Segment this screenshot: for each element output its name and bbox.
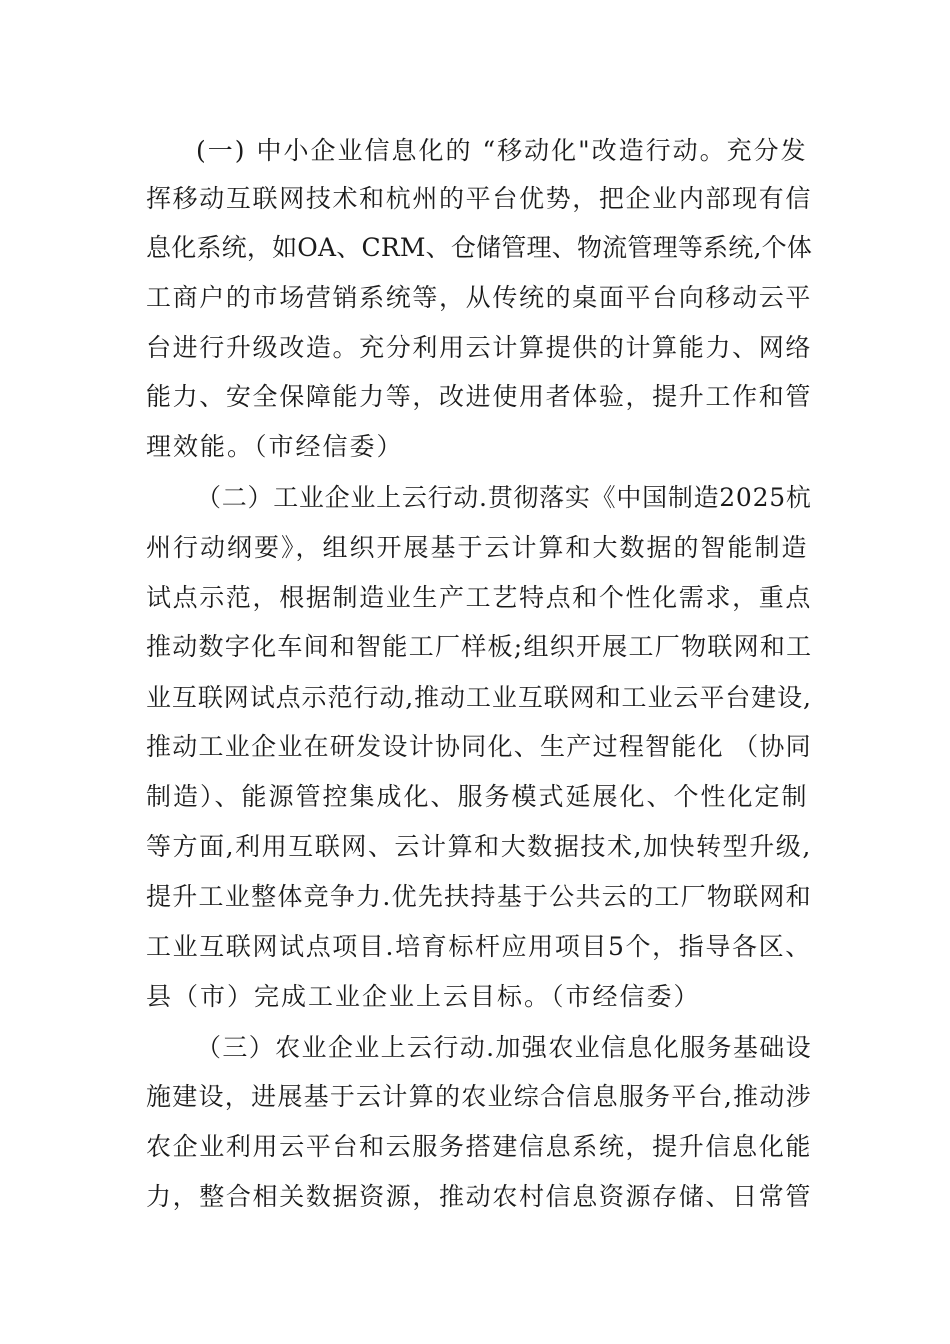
paragraph-1-line-4: 工商户的市场营销系统等，从传统的桌面平台向移动云平 (146, 283, 813, 312)
paragraph-2-line-2: 州行动纲要》，组织开展基于云计算和大数据的智能制造 (146, 533, 809, 562)
paragraph-1-line-3: 息化系统，如OA、CRM、仓储管理、物流管理等系统,个体 (146, 233, 813, 262)
paragraph-2-line-1: （二）工业企业上云行动.贯彻落实《中国制造2025杭 (196, 483, 812, 512)
paragraph-2-line-10: 工业互联网试点项目.培育标杆应用项目5个，指导各区、 (146, 932, 812, 961)
paragraph-2-line-5: 业互联网试点示范行动,推动工业互联网和工业云平台建设, (146, 683, 812, 712)
paragraph-1-line-5: 台进行升级改造。充分利用云计算提供的计算能力、网络 (146, 333, 813, 362)
paragraph-2-line-7: 制造）、能源管控集成化、服务模式延展化、个性化定制 (146, 782, 809, 811)
paragraph-3-line-2: 施建设，进展基于云计算的农业综合信息服务平台,推动涉 (146, 1082, 812, 1111)
paragraph-2-line-3: 试点示范，根据制造业生产工艺特点和个性化需求，重点 (146, 583, 813, 612)
paragraph-3-line-3: 农企业利用云平台和云服务搭建信息系统，提升信息化能 (146, 1132, 813, 1161)
paragraph-2-line-8: 等方面,利用互联网、云计算和大数据技术,加快转型升级, (146, 832, 812, 861)
paragraph-1-line-6: 能力、安全保障能力等，改进使用者体验，提升工作和管 (146, 382, 813, 411)
paragraph-1-line-1: (一) 中小企业信息化的 “移动化"改造行动。充分发 (196, 136, 808, 165)
paragraph-2-line-11: 县（市）完成工业企业上云目标。（市经信委） (146, 982, 701, 1011)
paragraph-2-line-9: 提升工业整体竞争力.优先扶持基于公共云的工厂物联网和 (146, 882, 812, 911)
paragraph-1-line-7: 理效能。（市经信委） (146, 432, 404, 461)
paragraph-3-line-4: 力，整合相关数据资源，推动农村信息资源存储、日常管 (146, 1182, 813, 1211)
paragraph-2-line-6: 推动工业企业在研发设计协同化、生产过程智能化 （协同 (146, 732, 812, 761)
paragraph-3-line-1: （三）农业企业上云行动.加强农业信息化服务基础设 (196, 1033, 812, 1062)
paragraph-1-line-2: 挥移动互联网技术和杭州的平台优势，把企业内部现有信 (146, 184, 813, 213)
paragraph-2-line-4: 推动数字化车间和智能工厂样板;组织开展工厂物联网和工 (146, 632, 813, 661)
